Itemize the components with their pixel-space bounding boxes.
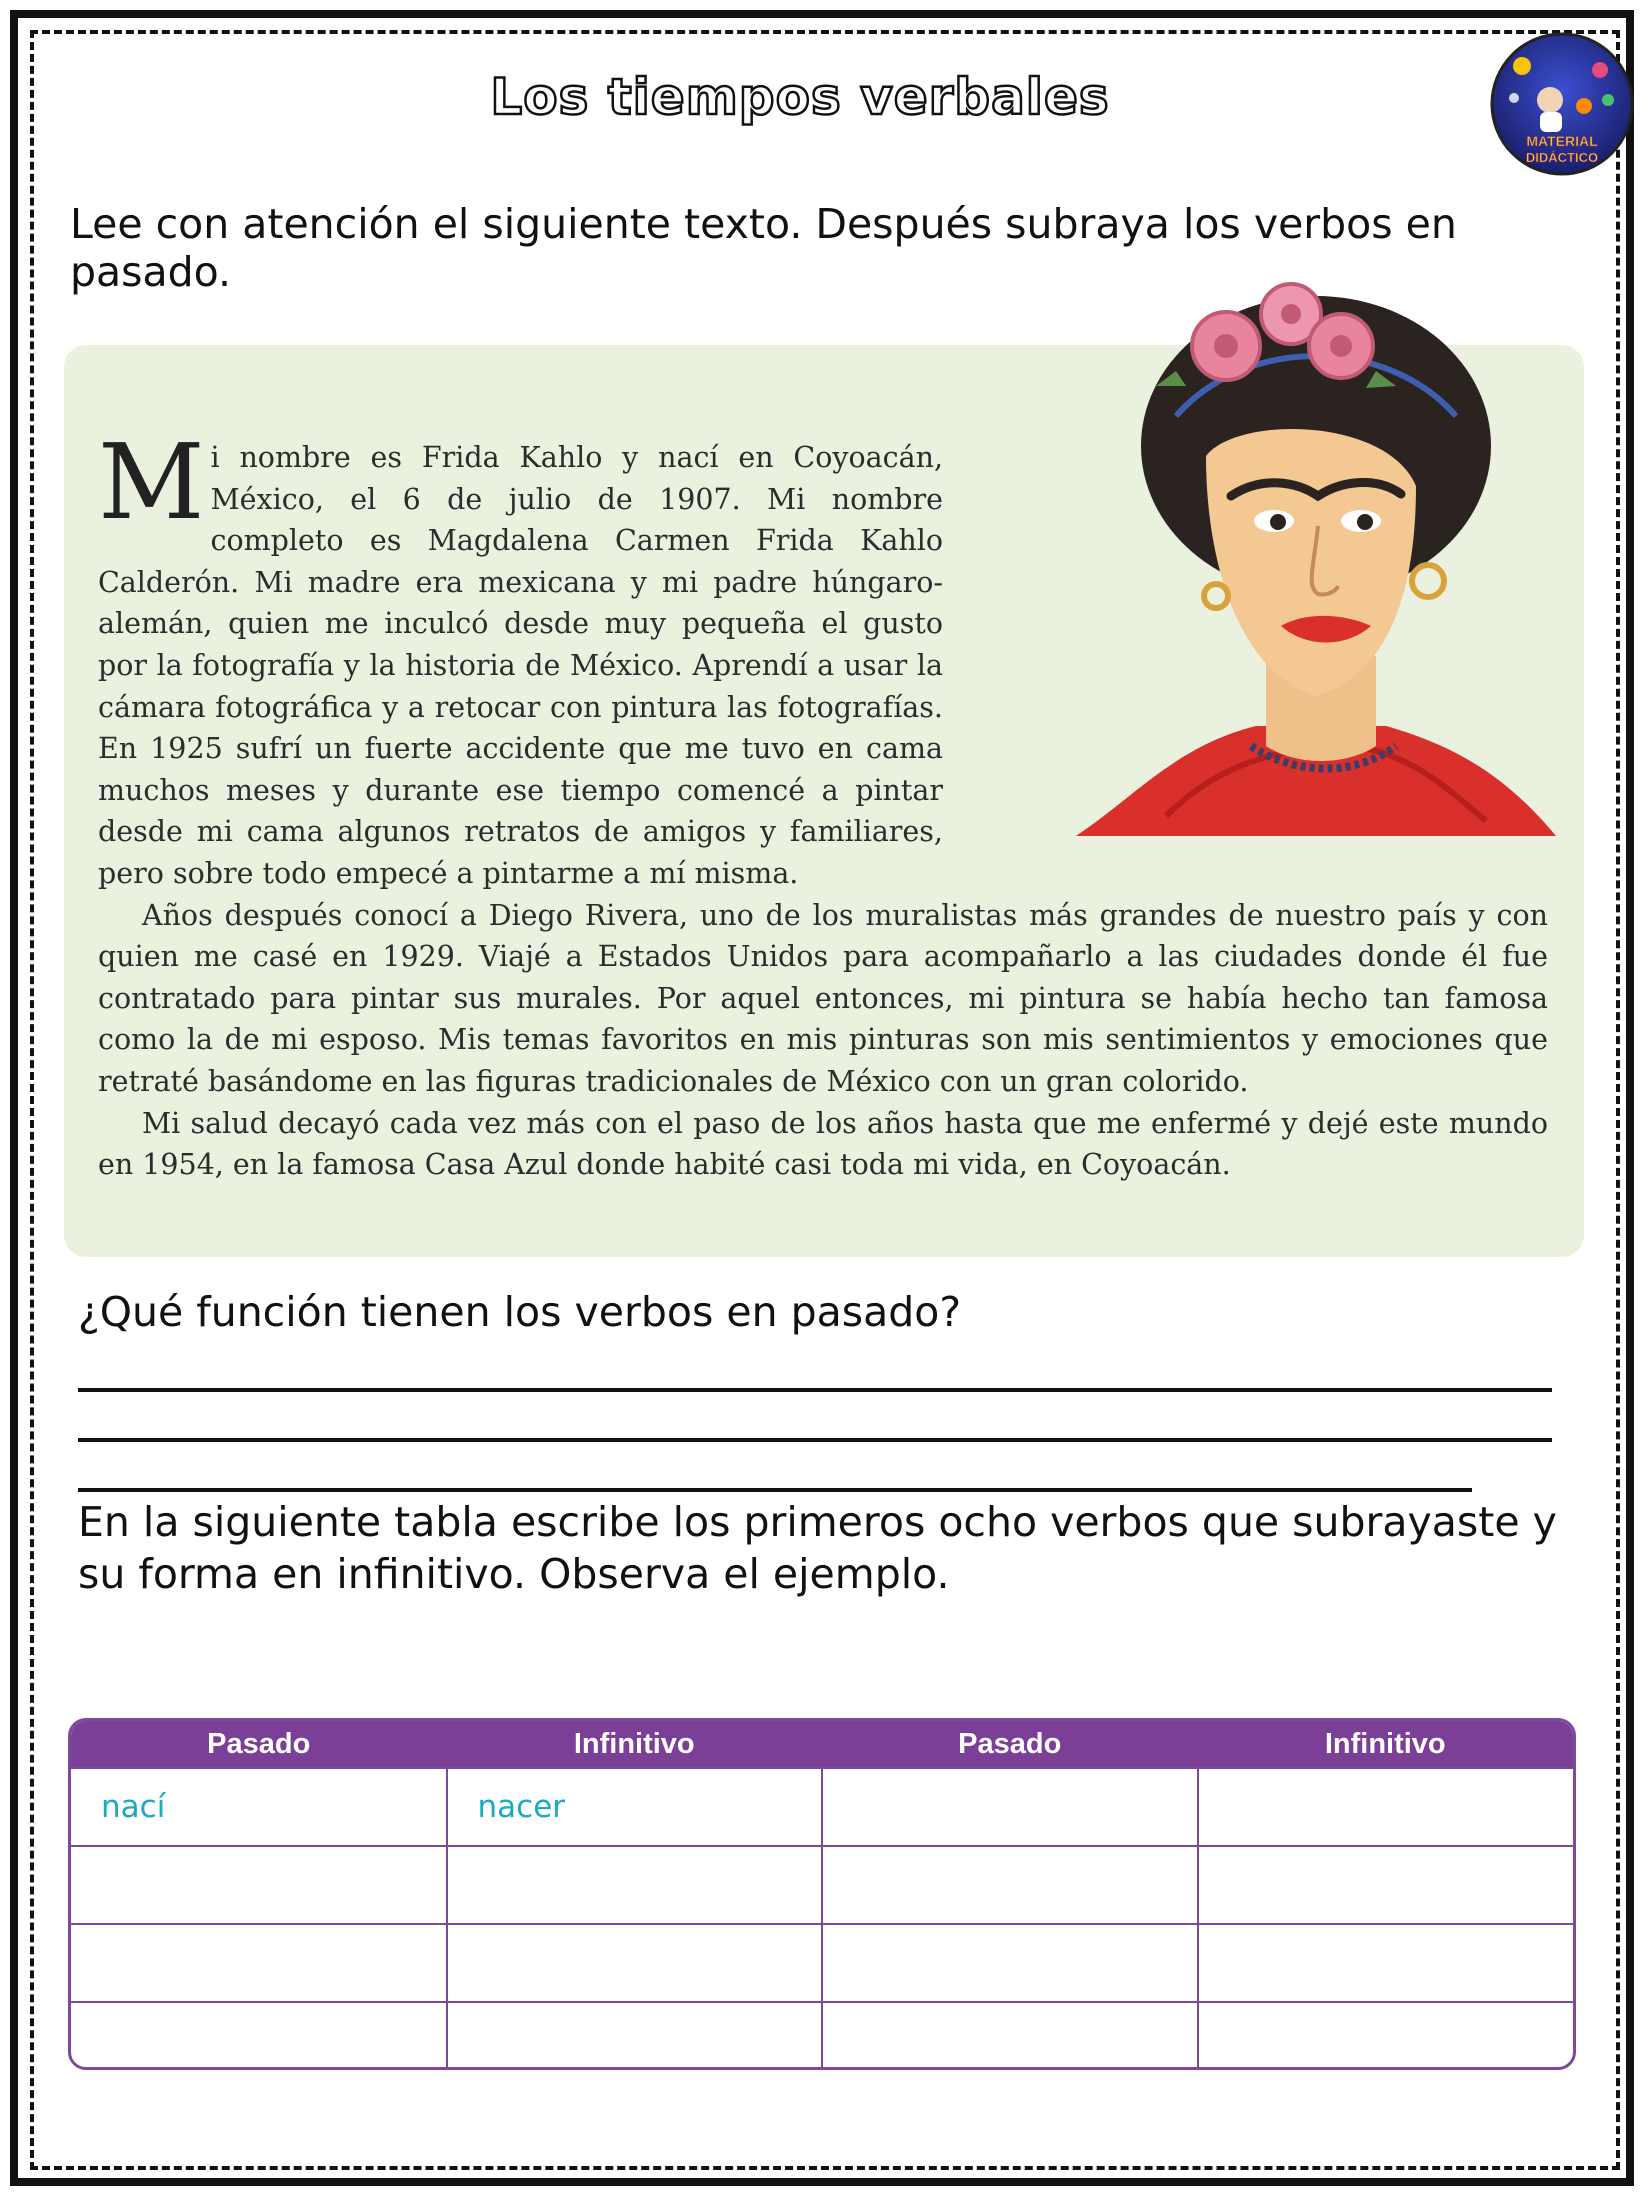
table-row [71,1846,1573,1924]
material-didactico-logo [1488,30,1636,178]
header-infinitivo-1: Infinitivo [447,1721,823,1768]
table-cell[interactable] [822,1924,1198,2002]
table-cell[interactable] [822,2002,1198,2070]
header-infinitivo-2: Infinitivo [1198,1721,1574,1768]
table-instruction: En la siguiente tabla escribe los primeros ocho verbos que subrayaste y su forma en infinitivo. Observa el ejemplo. [78,1498,1557,1598]
reading-text [98,421,1548,1186]
worksheet-title: Los tiempos verbales [490,68,1110,126]
answer-line-1[interactable] [78,1388,1552,1392]
table-cell[interactable] [1198,2002,1574,2070]
table-cell[interactable]: nacer [447,1768,823,1846]
table-cell[interactable] [447,1924,823,2002]
table-cell[interactable] [822,1846,1198,1924]
reading-paragraph-1: Mi nombre es Frida Kahlo y nací en Coyoacán, México, el 6 de julio de 1907. Mi nombre completo es Magdalena Carmen Frida Kahlo Calderón. Mi madre era mexicana y mi padre húngaro-alemán, quien me inculcó desde muy pequeña el gusto por la fotografía y la historia de México. Aprendí a usar la cámara fotográfica y a retocar con pintura las fotografías. En 1925 sufrí un fuerte accidente que me tuvo en cama muchos meses y durante ese tiempo comencé a pintar desde mi cama algunos retratos de amigos y familiares, pero sobre todo empecé a pintarme a mí misma. [98,421,943,890]
table-row [71,1768,1573,1846]
table-cell[interactable] [447,1846,823,1924]
table-cell[interactable] [447,2002,823,2070]
header-pasado-1: Pasado [71,1721,447,1768]
table-cell[interactable] [1198,1924,1574,2002]
table-cell[interactable] [71,2002,447,2070]
table-cell[interactable] [1198,1846,1574,1924]
table-row [71,2002,1573,2070]
verb-table [68,1718,1576,2070]
answer-line-3[interactable] [78,1488,1472,1492]
reading-paragraph-3: Mi salud decayó cada vez más con el paso de los años hasta que me enfermé y dejé este mundo en 1954, en la famosa Casa Azul donde habité casi toda mi vida, en Coyoacán. [98,1106,1548,1182]
svg-text:MATERIAL: MATERIAL [1526,133,1598,149]
svg-text:DIDÁCTICO: DIDÁCTICO [1525,150,1599,165]
drop-cap: M [98,421,205,543]
reading-instruction: Lee con atención el siguiente texto. Después subraya los verbos en pasado. [70,200,1457,296]
table-row [71,1924,1573,2002]
table-cell[interactable] [71,1924,447,2002]
table-cell[interactable]: nací [71,1768,447,1846]
table-cell[interactable] [1198,1768,1574,1846]
answer-line-2[interactable] [78,1438,1552,1442]
header-pasado-2: Pasado [822,1721,1198,1768]
question-text: ¿Qué función tienen los verbos en pasado? [78,1288,962,1336]
table-cell[interactable] [71,1846,447,1924]
table-cell[interactable] [822,1768,1198,1846]
reading-paragraph-2: Años después conocí a Diego Rivera, uno de los muralistas más grandes de nuestro país y con quien me casé en 1929. Viajé a Estados Unidos para acompañarlo a las ciudades donde él fue contratado para pintar sus murales. Por aquel entonces, mi pintura se había hecho tan famosa como la de mi esposo. Mis temas favoritos en mis pinturas son mis sentimientos y emociones que retraté basándome en las figuras tradicionales de México con un gran colorido. [98,898,1548,1098]
